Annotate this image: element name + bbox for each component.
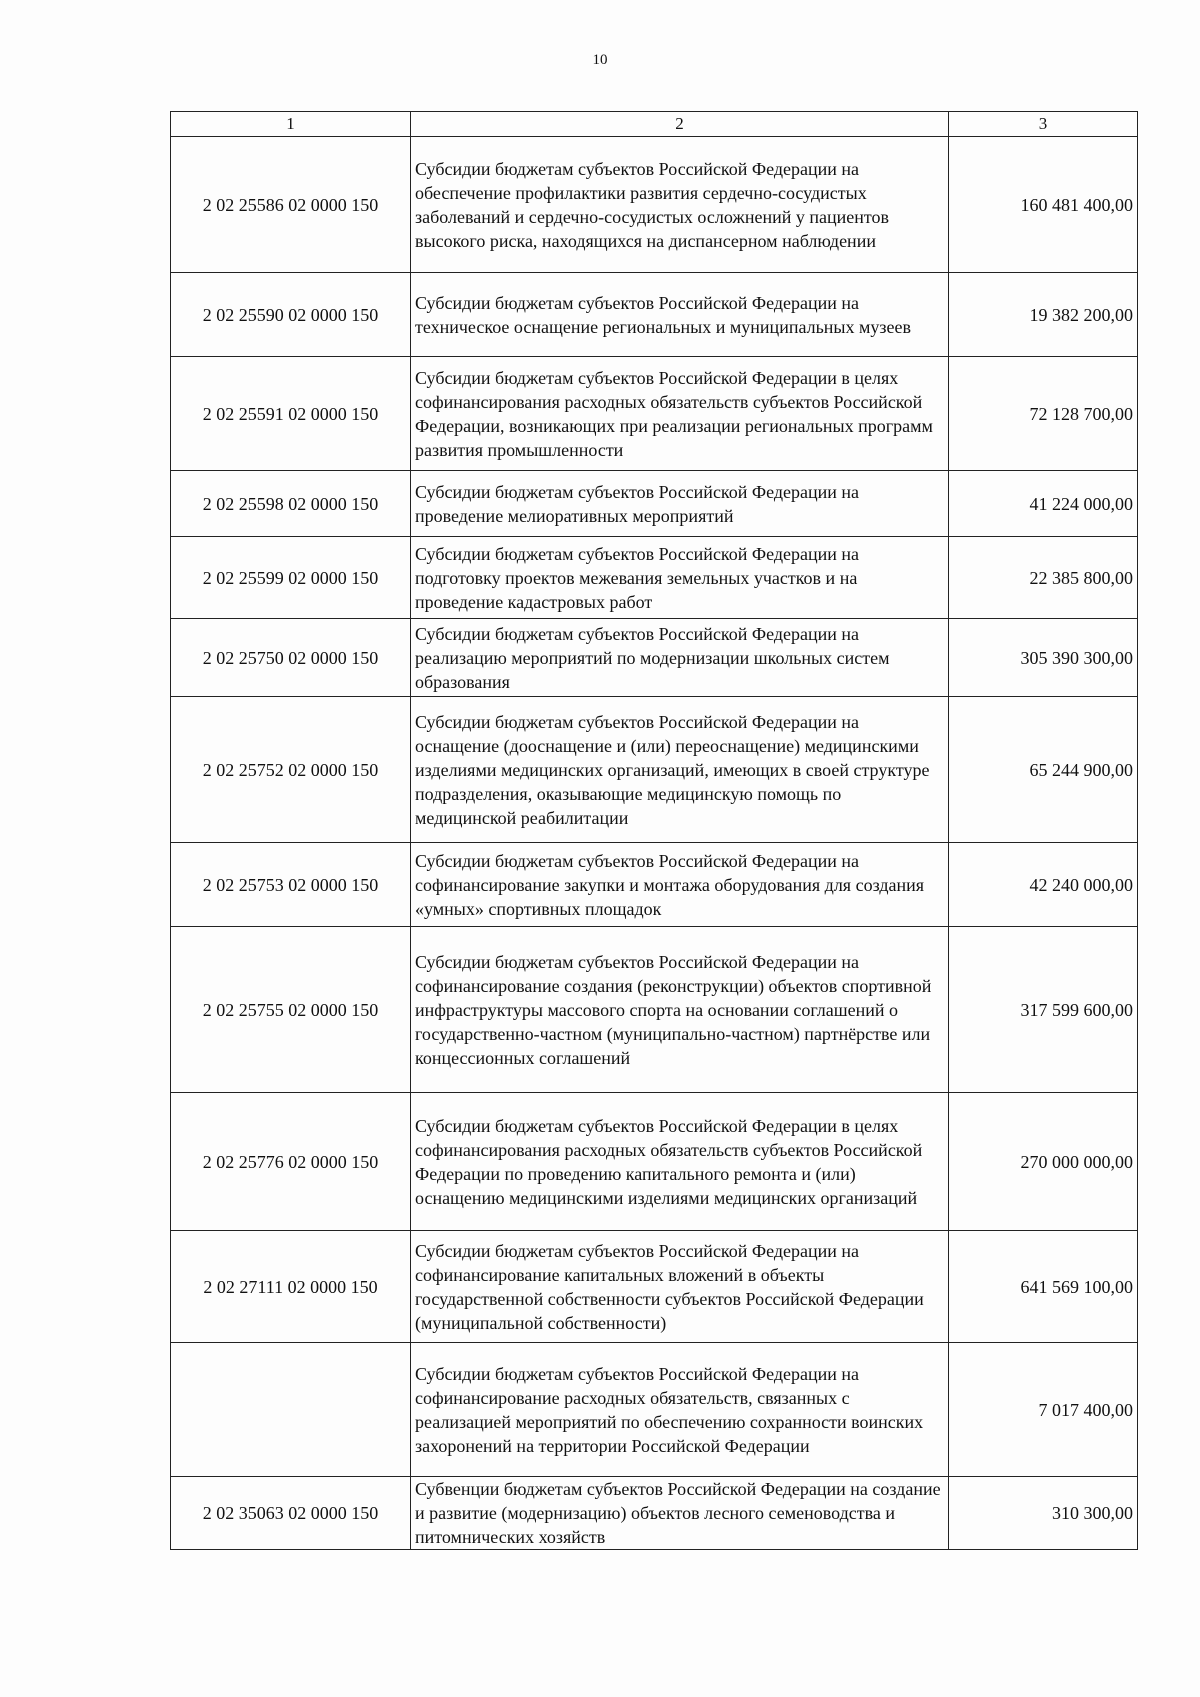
table-row <box>171 697 1138 843</box>
row-amount: 41 224 000,00 <box>949 471 1138 537</box>
table-header-row <box>171 112 1138 137</box>
table-row <box>171 537 1138 619</box>
column-header-code: 1 <box>171 112 411 137</box>
budget-table <box>170 111 1138 1550</box>
row-description: Субвенции бюджетам субъектов Российской Федерации на создание и развитие (модернизацию) объектов лесного семеноводства и питомнических хозяйств <box>411 1477 949 1550</box>
row-amount: 270 000 000,00 <box>949 1093 1138 1231</box>
row-code: 2 02 25591 02 0000 150 <box>171 357 411 471</box>
row-description: Субсидии бюджетам субъектов Российской Федерации на софинансирование расходных обязательств, связанных с реализацией мероприятий по обеспечению сохранности воинских захоронений на территории Российской Федерации <box>411 1343 949 1477</box>
row-amount: 42 240 000,00 <box>949 843 1138 927</box>
table-row <box>171 1093 1138 1231</box>
row-code: 2 02 25753 02 0000 150 <box>171 843 411 927</box>
row-code <box>171 1343 411 1477</box>
table-row <box>171 471 1138 537</box>
row-amount: 19 382 200,00 <box>949 273 1138 357</box>
page-number: 10 <box>592 52 608 68</box>
table-row <box>171 273 1138 357</box>
row-description: Субсидии бюджетам субъектов Российской Федерации в целях софинансирования расходных обязательств субъектов Российской Федерации, возникающих при реализации региональных программ развития промышленности <box>411 357 949 471</box>
row-amount: 22 385 800,00 <box>949 537 1138 619</box>
row-description: Субсидии бюджетам субъектов Российской Федерации на обеспечение профилактики развития сердечно-сосудистых заболеваний и сердечно-сосудистых осложнений у пациентов высокого риска, находящихся на диспансерном наблюдении <box>411 137 949 273</box>
row-description: Субсидии бюджетам субъектов Российской Федерации на софинансирование создания (реконструкции) объектов спортивной инфраструктуры массового спорта на основании соглашений о государственно-частном (муниципально-частном) партнёрстве или концессионных соглашений <box>411 927 949 1093</box>
row-code: 2 02 27111 02 0000 150 <box>171 1231 411 1343</box>
row-description: Субсидии бюджетам субъектов Российской Федерации в целях софинансирования расходных обязательств субъектов Российской Федерации по проведению капитального ремонта и (или) оснащению медицинскими изделиями медицинских организаций <box>411 1093 949 1231</box>
row-code: 2 02 25598 02 0000 150 <box>171 471 411 537</box>
table-row <box>171 1343 1138 1477</box>
row-amount: 72 128 700,00 <box>949 357 1138 471</box>
row-amount: 305 390 300,00 <box>949 619 1138 697</box>
row-code: 2 02 35063 02 0000 150 <box>171 1477 411 1550</box>
column-header-description: 2 <box>411 112 949 137</box>
row-code: 2 02 25586 02 0000 150 <box>171 137 411 273</box>
row-code: 2 02 25750 02 0000 150 <box>171 619 411 697</box>
row-amount: 641 569 100,00 <box>949 1231 1138 1343</box>
row-description: Субсидии бюджетам субъектов Российской Федерации на софинансирование закупки и монтажа оборудования для создания «умных» спортивных площадок <box>411 843 949 927</box>
row-amount: 310 300,00 <box>949 1477 1138 1550</box>
row-code: 2 02 25599 02 0000 150 <box>171 537 411 619</box>
row-description: Субсидии бюджетам субъектов Российской Федерации на подготовку проектов межевания земельных участков и на проведение кадастровых работ <box>411 537 949 619</box>
column-header-amount: 3 <box>949 112 1138 137</box>
table-row <box>171 843 1138 927</box>
row-amount: 160 481 400,00 <box>949 137 1138 273</box>
table-row <box>171 1231 1138 1343</box>
row-description: Субсидии бюджетам субъектов Российской Федерации на техническое оснащение региональных и муниципальных музеев <box>411 273 949 357</box>
row-amount: 7 017 400,00 <box>949 1343 1138 1477</box>
row-description: Субсидии бюджетам субъектов Российской Федерации на софинансирование капитальных вложений в объекты государственной собственности субъектов Российской Федерации (муниципальной собственности) <box>411 1231 949 1343</box>
row-code: 2 02 25752 02 0000 150 <box>171 697 411 843</box>
row-code: 2 02 25755 02 0000 150 <box>171 927 411 1093</box>
row-description: Субсидии бюджетам субъектов Российской Федерации на проведение мелиоративных мероприятий <box>411 471 949 537</box>
row-code: 2 02 25590 02 0000 150 <box>171 273 411 357</box>
row-description: Субсидии бюджетам субъектов Российской Федерации на реализацию мероприятий по модернизации школьных систем образования <box>411 619 949 697</box>
row-amount: 65 244 900,00 <box>949 697 1138 843</box>
table-row <box>171 1477 1138 1550</box>
row-amount: 317 599 600,00 <box>949 927 1138 1093</box>
table-row <box>171 357 1138 471</box>
table-row <box>171 619 1138 697</box>
table-row <box>171 927 1138 1093</box>
row-description: Субсидии бюджетам субъектов Российской Федерации на оснащение (дооснащение и (или) переоснащение) медицинскими изделиями медицинских организаций, имеющих в своей структуре подразделения, оказывающие медицинскую помощь по медицинской реабилитации <box>411 697 949 843</box>
row-code: 2 02 25776 02 0000 150 <box>171 1093 411 1231</box>
table-row <box>171 137 1138 273</box>
